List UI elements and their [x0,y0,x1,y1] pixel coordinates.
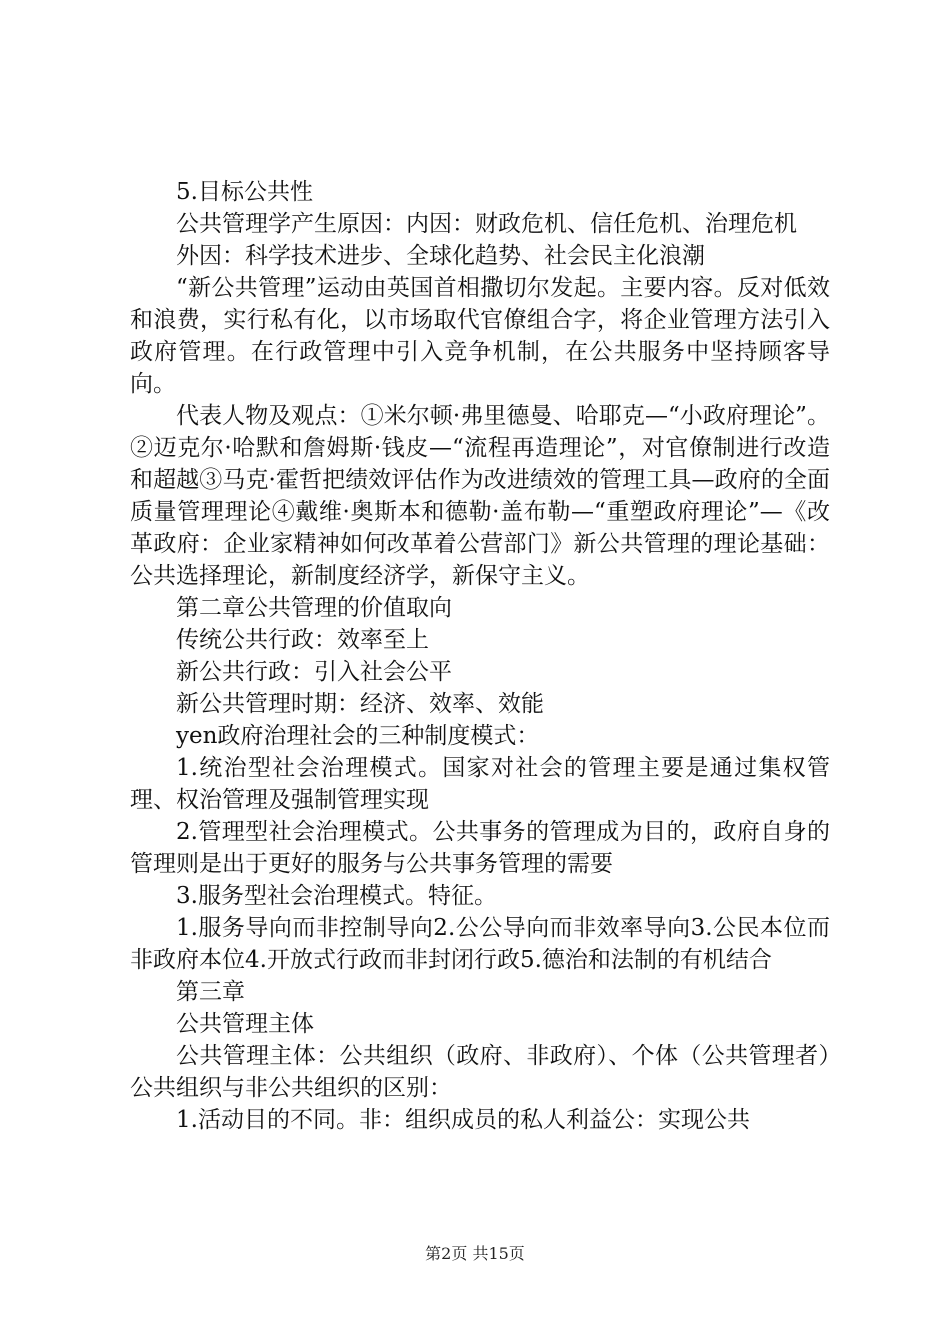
paragraph: 新公共管理时期：经济、效率、效能 [176,691,544,717]
chapter-heading: 第三章 [176,979,245,1005]
paragraph: 传统公共行政：效率至上 [176,627,429,653]
paragraph: 1.服务导向而非控制导向2.公公导向而非效率导向3.公民本位而非政府本位4.开放式行政而非封闭行政5.德治和法制的有机结合 [130,915,830,973]
paragraph: 1.统治型社会治理模式。国家对社会的管理主要是通过集权管理、权治管理及强制管理实现 [130,755,830,813]
paragraph: 3.服务型社会治理模式。特征。 [176,883,497,909]
page-footer [0,1244,950,1264]
paragraph: 外因：科学技术进步、全球化趋势、社会民主化浪潮 [176,243,705,269]
paragraph: 公共管理学产生原因：内因：财政危机、信任危机、治理危机 [176,211,797,237]
chapter-heading: 第二章公共管理的价值取向 [176,595,452,621]
paragraph: 5.目标公共性 [176,179,313,205]
paragraph: “新公共管理”运动由英国首相撒切尔发起。主要内容。反对低效和浪费，实行私有化，以市场取代官僚组合字，将企业管理方法引入政府管理。在行政管理中引入竞争机制，在公共服务中坚持顾客导向。 [130,275,830,397]
page-number-label: 第2页 共15页 [425,1244,525,1263]
paragraph: yen政府治理社会的三种制度模式： [176,723,540,749]
paragraph: 2.管理型社会治理模式。公共事务的管理成为目的，政府自身的管理则是出于更好的服务与公共事务管理的需要 [130,819,830,877]
paragraph: 公共管理主体：公共组织（政府、非政府）、个体（公共管理者）公共组织与非公共组织的区别： [130,1043,830,1101]
paragraph: 1.活动目的不同。非：组织成员的私人利益公：实现公共 [176,1107,750,1133]
document-body [130,176,830,1136]
paragraph: 代表人物及观点：①米尔顿·弗里德曼、哈耶克—“小政府理论”。②迈克尔·哈默和詹姆斯·钱皮—“流程再造理论”，对官僚制进行改造和超越③马克·霍哲把绩效评估作为改进绩效的管理工具—政府的全面质量管理理论④戴维·奥斯本和德勒·盖布勒—“重塑政府理论”—《改革政府：企业家精神如何改革着公营部门》新公共管理的理论基础：公共选择理论，新制度经济学，新保守主义。 [130,403,830,589]
section-heading: 公共管理主体 [176,1011,314,1037]
paragraph: 新公共行政：引入社会公平 [176,659,452,685]
